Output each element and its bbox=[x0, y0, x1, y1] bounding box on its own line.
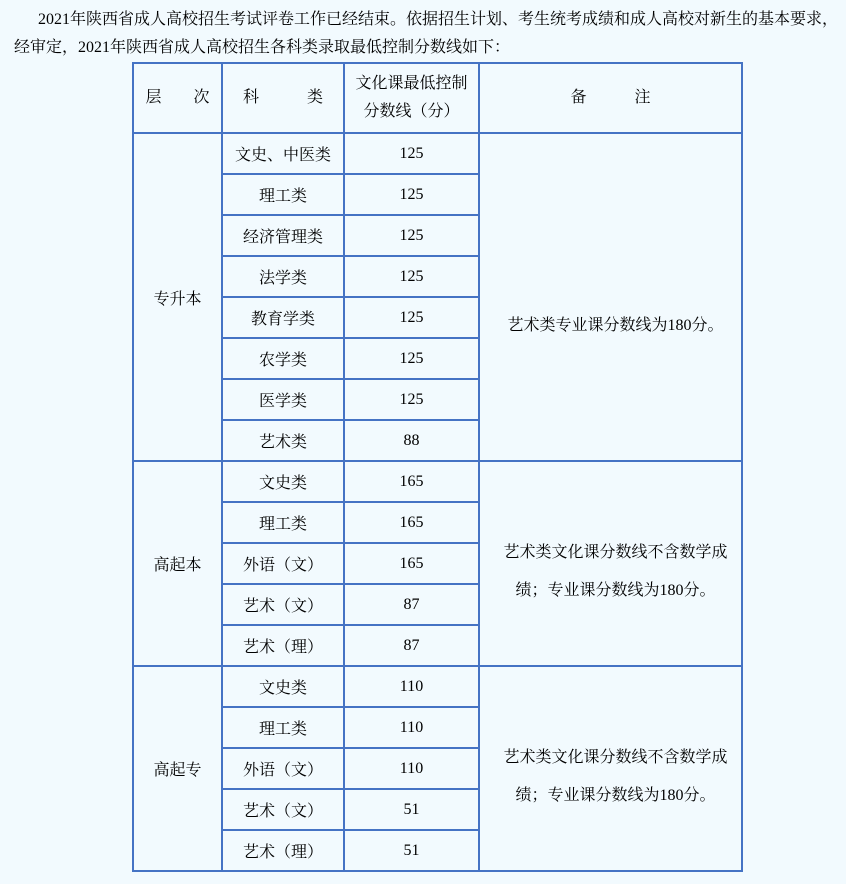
header-remark-cell: 备 注 bbox=[480, 64, 743, 134]
score-cell: 125 bbox=[345, 257, 480, 298]
category-cell: 法学类 bbox=[223, 257, 345, 298]
remark-cell bbox=[480, 462, 743, 667]
table-row bbox=[134, 462, 743, 503]
category-cell: 艺术（文） bbox=[223, 790, 345, 831]
intro-paragraph bbox=[0, 0, 846, 62]
score-cell: 110 bbox=[345, 667, 480, 708]
score-cell: 110 bbox=[345, 708, 480, 749]
table-header-row bbox=[134, 64, 743, 134]
score-cell: 125 bbox=[345, 134, 480, 175]
score-cell: 165 bbox=[345, 503, 480, 544]
score-cell: 125 bbox=[345, 216, 480, 257]
category-cell: 外语（文） bbox=[223, 749, 345, 790]
intro-line-1: 2021年陕西省成人高校招生考试评卷工作已经结束。依据招生计划、考生统考成绩和成人高校对新生的基本要求， bbox=[38, 11, 839, 28]
remark-line-1: 艺术类文化课分数线不含数学成 bbox=[503, 748, 728, 766]
category-cell: 文史类 bbox=[223, 667, 345, 708]
score-cell: 165 bbox=[345, 544, 480, 585]
score-cell: 125 bbox=[345, 175, 480, 216]
level-cell-zhuanshengben: 专升本 bbox=[134, 134, 223, 462]
score-cell: 51 bbox=[345, 831, 480, 872]
score-cell: 125 bbox=[345, 298, 480, 339]
remark-line-1: 艺术类文化课分数线不含数学成 bbox=[503, 543, 728, 561]
table-row bbox=[134, 667, 743, 708]
remark-cell bbox=[480, 134, 743, 462]
header-category-cell: 科 类 bbox=[223, 64, 345, 134]
category-cell: 医学类 bbox=[223, 380, 345, 421]
category-cell: 教育学类 bbox=[223, 298, 345, 339]
category-cell: 理工类 bbox=[223, 708, 345, 749]
table-row bbox=[134, 134, 743, 175]
category-cell: 艺术类 bbox=[223, 421, 345, 462]
score-cell: 87 bbox=[345, 626, 480, 667]
intro-line-2: 经审定，2021年陕西省成人高校招生各科类录取最低控制分数线如下： bbox=[14, 39, 511, 56]
category-cell: 理工类 bbox=[223, 503, 345, 544]
level-cell-gaoqizhuan: 高起专 bbox=[134, 667, 223, 872]
category-cell: 外语（文） bbox=[223, 544, 345, 585]
category-cell: 艺术（理） bbox=[223, 626, 345, 667]
category-cell: 经济管理类 bbox=[223, 216, 345, 257]
remark-line-2: 绩；专业课分数线为180分。 bbox=[515, 581, 716, 599]
category-cell: 文史、中医类 bbox=[223, 134, 345, 175]
header-score-line-2: 分数线（分） bbox=[363, 103, 460, 120]
category-cell: 艺术（文） bbox=[223, 585, 345, 626]
score-table bbox=[132, 62, 743, 872]
header-score-line-1: 文化课最低控制 bbox=[355, 75, 468, 92]
score-cell: 125 bbox=[345, 380, 480, 421]
score-cell: 88 bbox=[345, 421, 480, 462]
remark-line-2: 绩；专业课分数线为180分。 bbox=[515, 786, 716, 804]
category-cell: 理工类 bbox=[223, 175, 345, 216]
score-cell: 125 bbox=[345, 339, 480, 380]
level-cell-gaoqiben: 高起本 bbox=[134, 462, 223, 667]
score-cell: 51 bbox=[345, 790, 480, 831]
remark-cell bbox=[480, 667, 743, 872]
category-cell: 艺术（理） bbox=[223, 831, 345, 872]
header-level-cell: 层 次 bbox=[134, 64, 223, 134]
category-cell: 文史类 bbox=[223, 462, 345, 503]
score-cell: 165 bbox=[345, 462, 480, 503]
score-cell: 110 bbox=[345, 749, 480, 790]
remark-line-1: 艺术类专业课分数线为180分。 bbox=[507, 317, 724, 334]
category-cell: 农学类 bbox=[223, 339, 345, 380]
score-cell: 87 bbox=[345, 585, 480, 626]
header-score-cell bbox=[345, 64, 480, 134]
